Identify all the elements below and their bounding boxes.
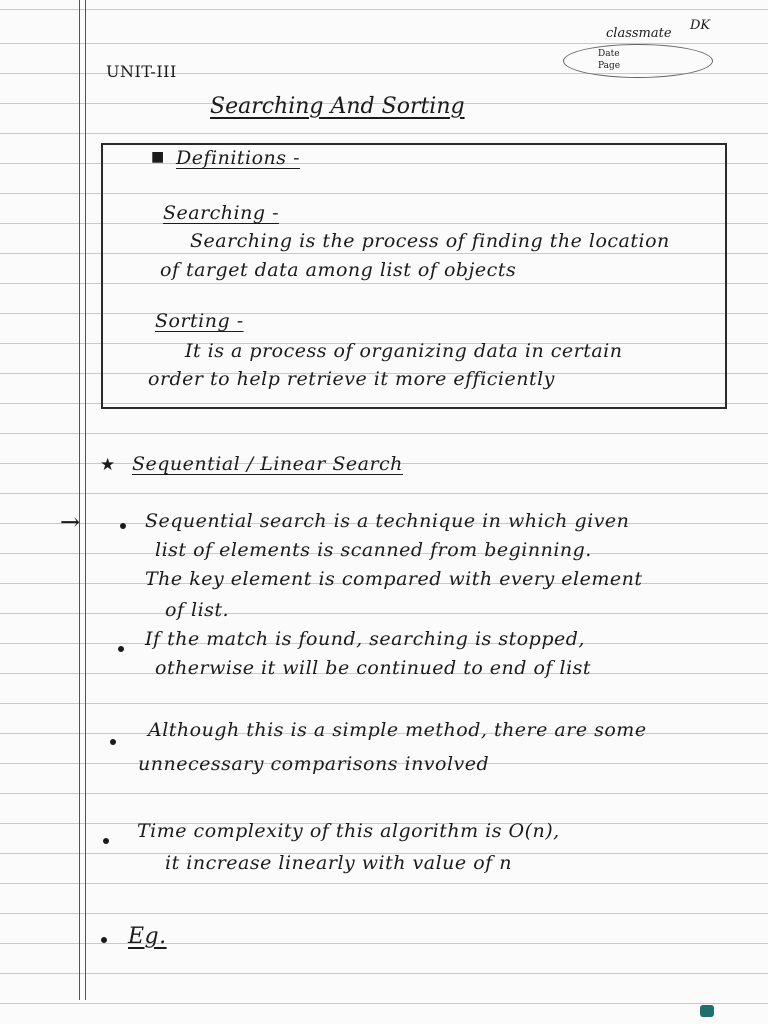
definition-line: It is a process of organizing data in certain	[185, 340, 623, 362]
definition-line: Searching is the process of finding the location	[190, 230, 670, 252]
section-heading: Sequential / Linear Search	[132, 453, 403, 475]
bullet-icon	[101, 937, 107, 943]
point-line: Although this is a simple method, there are some	[148, 719, 647, 741]
point-line: Sequential search is a technique in which given	[145, 510, 630, 532]
initials: DK	[690, 18, 711, 33]
arrow-icon: →	[60, 508, 81, 536]
point-line: of list.	[165, 599, 230, 621]
bullet-icon	[103, 838, 109, 844]
page-title: Searching And Sorting	[210, 94, 465, 119]
brand-text: classmate	[606, 26, 672, 41]
square-bullet-icon: ■	[151, 149, 165, 165]
bullet-icon	[120, 523, 126, 529]
point-line: unnecessary comparisons involved	[138, 753, 490, 775]
point-line: The key element is compared with every element	[145, 568, 643, 590]
example-label: Eg.	[128, 924, 167, 949]
date-label: Date	[598, 49, 620, 59]
point-line: If the match is found, searching is stopped,	[145, 628, 585, 650]
definition-line: order to help retrieve it more efficiently	[148, 368, 555, 390]
point-line: it increase linearly with value of n	[165, 852, 512, 874]
bullet-icon	[118, 646, 124, 652]
bullet-icon	[110, 739, 116, 745]
definitions-heading: Definitions -	[176, 147, 300, 169]
point-line: Time complexity of this algorithm is O(n),	[137, 820, 560, 842]
page-label: Page	[598, 61, 621, 71]
sorting-term: Sorting -	[155, 310, 244, 332]
definition-line: of target data among list of objects	[160, 259, 517, 281]
star-icon: ★	[100, 455, 116, 475]
date-page-stamp	[563, 44, 713, 78]
searching-term: Searching -	[163, 202, 279, 224]
margin-line	[85, 0, 86, 1000]
point-line: otherwise it will be continued to end of list	[155, 657, 592, 679]
scanner-logo-icon	[700, 1005, 714, 1017]
unit-label: UNIT-III	[106, 62, 177, 81]
point-line: list of elements is scanned from beginning.	[155, 539, 592, 561]
margin-line	[79, 0, 80, 1000]
